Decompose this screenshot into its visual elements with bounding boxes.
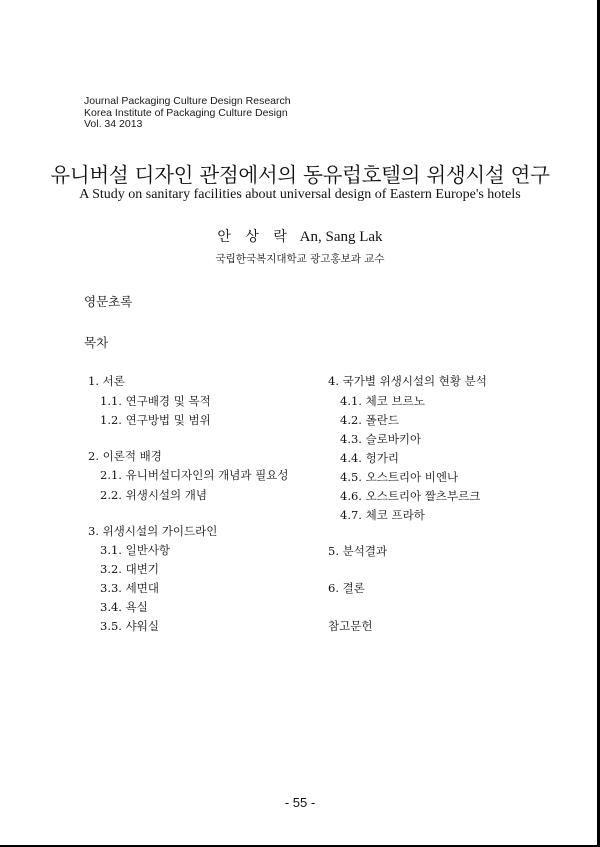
author-affiliation: 국립한국복지대학교 광고홍보과 교수	[215, 253, 385, 265]
toc-item: 4.7. 체코 프라하	[340, 508, 425, 522]
toc-item: 참고문헌	[328, 619, 373, 633]
toc-heading: 목차	[84, 335, 109, 350]
paper-title-korean: 유니버설 디자인 관점에서의 동유럽호텔의 위생시설 연구	[50, 163, 550, 187]
toc-item: 1. 서론	[88, 374, 125, 388]
toc-item: 1.2. 연구방법 및 범위	[100, 413, 211, 427]
toc-item: 3.2. 대변기	[100, 562, 159, 576]
toc-item: 2.1. 유니버설디자인의 개념과 필요성	[100, 468, 289, 482]
toc-item: 3.3. 세면대	[100, 581, 159, 595]
toc-item: 4.1. 체코 브르노	[340, 394, 425, 408]
toc-item: 4. 국가별 위생시설의 현황 분석	[328, 374, 487, 388]
journal-header	[84, 96, 291, 131]
toc-item: 4.4. 헝가리	[340, 451, 399, 465]
author-name-english: An, Sang Lak	[299, 229, 383, 245]
toc-item: 4.5. 오스트리아 비엔나	[340, 470, 459, 484]
toc-item: 6. 결론	[328, 581, 365, 595]
toc-item: 5. 분석결과	[328, 544, 388, 558]
journal-publisher: Korea Institute of Packaging Culture Design	[84, 106, 288, 119]
abstract-heading: 영문초록	[84, 294, 133, 309]
toc-item: 4.2. 폴란드	[340, 413, 399, 427]
toc-item: 4.6. 오스트리아 짤츠부르크	[340, 489, 481, 503]
toc-item: 3. 위생시설의 가이드라인	[88, 524, 218, 538]
toc-item: 1.1. 연구배경 및 목적	[100, 394, 211, 408]
toc-item: 3.1. 일반사항	[100, 543, 171, 557]
page-number: - 55 -	[284, 795, 316, 810]
toc-item: 3.4. 욕실	[100, 600, 148, 614]
author-line	[0, 226, 600, 246]
author-name-korean: 안 상 락	[217, 229, 292, 245]
toc-item: 2. 이론적 배경	[88, 449, 162, 463]
paper-title-english: A Study on sanitary facilities about universal design of Eastern Europe's hotels	[79, 187, 521, 202]
toc-item: 2.2. 위생시설의 개념	[100, 488, 208, 502]
toc-item: 4.3. 슬로바키아	[340, 432, 422, 446]
toc-item: 3.5. 샤워실	[100, 619, 159, 633]
journal-volume: Vol. 34 2013	[84, 118, 143, 130]
journal-name: Journal Packaging Culture Design Research	[84, 95, 291, 107]
